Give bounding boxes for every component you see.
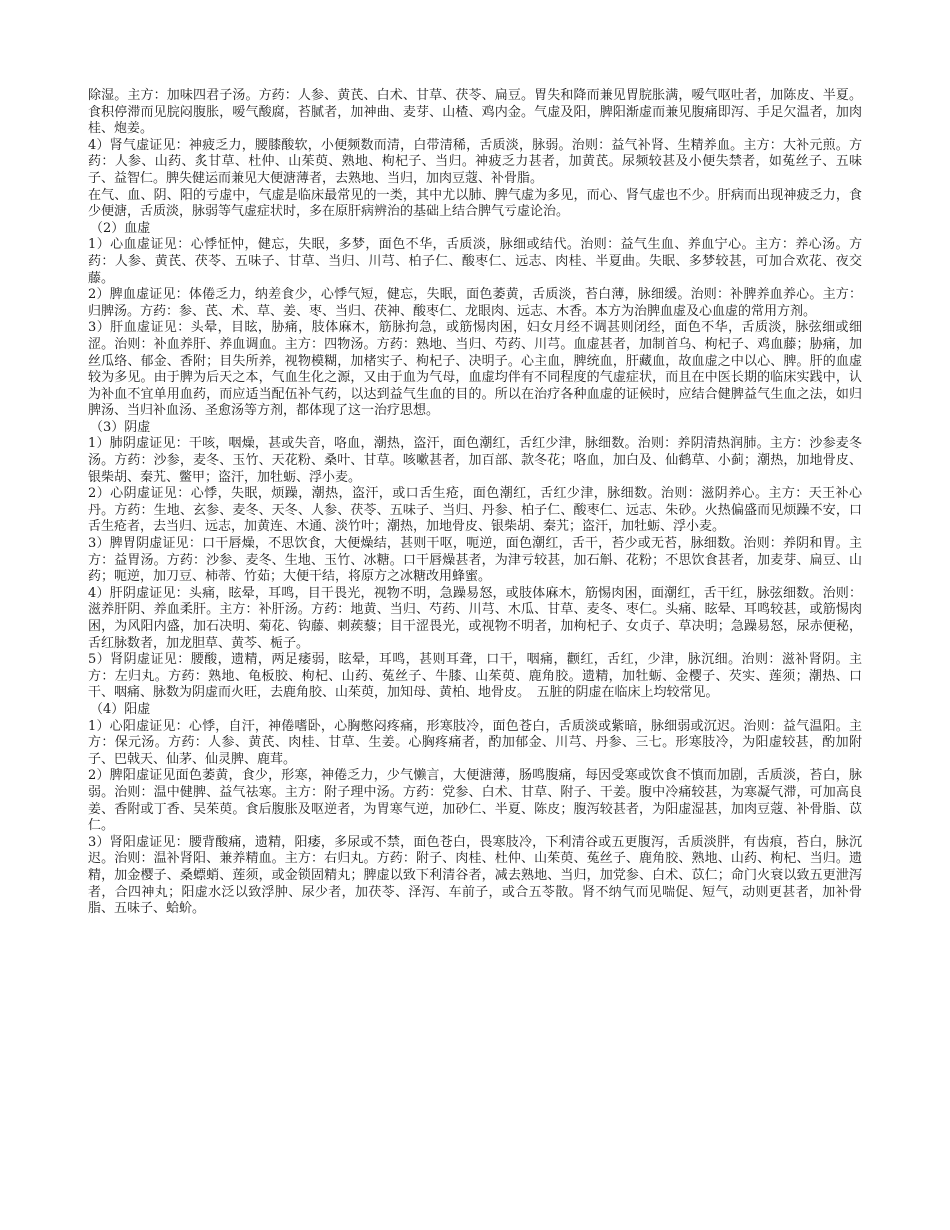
paragraph-qi-summary: 在气、血、阴、阳的亏虚中，气虚是临床最常见的一类，其中尤以肺、脾气虚为多见，而心、肾气虚也不少。肝病而出现神疲乏力，食少便溏，舌质淡，脉弱等气虚症状时，多在原肝病辨治的基础上结合脾气亏虚论治。 xyxy=(88,187,862,220)
paragraph-heart-blood: 1）心血虚证见：心悸怔忡，健忘，失眠，多梦，面色不华，舌质淡，脉细或结代。治则：益气生血、养血宁心。主方：养心汤。方药：人参、黄芪、茯苓、五味子、甘草、当归、川芎、柏子仁、酸枣仁、远志、肉桂、半夏曲。失眠、多梦较甚，可加合欢花、夜交藤。 xyxy=(88,237,862,286)
paragraph-liver-yin: 4）肝阴虚证见：头痛，眩晕，耳鸣，目干畏光，视物不明，急躁易怒，或肢体麻木，筋惕肉困，面潮红，舌干红，脉弦细数。治则：滋养肝阴、养血柔肝。主方：补肝汤。方药：地黄、当归、芍药、川芎、木瓜、甘草、麦冬、枣仁。头痛、眩晕、耳鸣较甚，或筋惕肉困，为风阳内盛，加石决明、菊花、钩藤、刺蒺藜；目干涩畏光，或视物不明者，加枸杞子、女贞子、草决明；急躁易怒，尿赤便秘，舌红脉数者，加龙胆草、黄芩、栀子。 xyxy=(88,585,862,651)
paragraph-spleen-yang: 2）脾阳虚证见面色萎黄，食少，形寒，神倦乏力，少气懒言，大便溏薄，肠鸣腹痛，每因受寒或饮食不慎而加剧，舌质淡，苔白，脉弱。治则：温中健脾、益气祛寒。主方：附子理中汤。方药：党参、白术、甘草、附子、干姜。腹中冷痛较甚，为寒凝气滞，可加高良姜、香附或丁香、吴茱萸。食后腹胀及呕逆者，为胃寒气逆，加砂仁、半夏、陈皮；腹泻较甚者，为阳虚湿甚，加肉豆蔻、补骨脂、苡仁。 xyxy=(88,768,862,834)
document-page xyxy=(88,88,862,918)
paragraph-kidney-qi: 4）肾气虚证见：神疲乏力，腰膝酸软，小便频数而清，白带清稀，舌质淡，脉弱。治则：益气补肾、生精养血。主方：大补元煎。方药：人参、山药、炙甘草、杜仲、山茱萸、熟地、枸杞子、当归。神疲乏力甚者，加黄芪。尿频较甚及小便失禁者，如菟丝子、五味子、益智仁。脾失健运而兼见大便溏薄者，去熟地、当归，加肉豆蔻、补骨脂。 xyxy=(88,137,862,186)
paragraph-spleen-blood: 2）脾血虚证见：体倦乏力，纳差食少，心悸气短，健忘，失眠，面色萎黄，舌质淡，苔白薄，脉细缓。治则：补脾养血养心。主方：归脾汤。方药：参、芪、术、草、姜、枣、当归、茯神、酸枣仁、龙眼肉、远志、木香。本方为治脾血虚及心血虚的常用方剂。 xyxy=(88,287,862,319)
heading-yin-deficiency: （3）阴虚 xyxy=(90,419,151,435)
paragraph-lung-yin: 1）肺阴虚证见：干咳，咽燥，甚或失音，咯血，潮热，盗汗，面色潮红，舌红少津，脉细数。治则：养阴清热润肺。主方：沙参麦冬汤。方药：沙参，麦冬、玉竹、天花粉、桑叶、甘草。咳嗽甚者，加百部、款冬花；咯血，加白及、仙鹤草、小蓟；潮热，加地骨皮、银柴胡、秦艽、鳖甲；盗汗，加牡蛎、浮小麦。 xyxy=(88,436,862,485)
paragraph-kidney-yang: 3）肾阳虚证见：腰背酸痛，遗精，阳痿，多尿或不禁，面色苍白，畏寒肢冷，下利清谷或五更腹泻，舌质淡胖，有齿痕，苔白，脉沉迟。治则：温补肾阳、兼养精血。主方：右归丸。方药：附子、肉桂、杜仲、山茱萸、菟丝子、鹿角胶、熟地、山药、枸杞、当归。遗精，加金樱子、桑螵蛸、莲须，或金锁固精丸；脾虚以致下利清谷者，减去熟地、当归，加党参、白术、苡仁；命门火衰以致五更泄泻者，合四神丸；阳虚水泛以致浮肿、尿少者，加茯苓、泽泻、车前子，或合五苓散。肾不纳气而见喘促、短气，动则更甚者，加补骨脂、五味子、蛤蚧。 xyxy=(88,834,862,917)
paragraph-kidney-yin: 5）肾阴虚证见：腰酸，遗精，两足痿弱，眩晕，耳鸣，甚则耳聋，口干，咽痛，颧红，舌红，少津，脉沉细。治则：滋补肾阴。主方：左归丸。方药：熟地、龟板胶、枸杞、山药、菟丝子、牛膝、山茱萸、鹿角胶。遗精，加牡蛎、金樱子、芡实、莲须；潮热、口干、咽痛、脉数为阴虚而火旺，去鹿角胶、山茱萸，加知母、黄柏、地骨皮。 五脏的阴虚在临床上均较常见。 xyxy=(88,652,862,701)
paragraph-heart-yang: 1）心阳虚证见：心悸，自汗，神倦嗜卧，心胸憋闷疼痛，形寒肢冷，面色苍白，舌质淡或紫暗，脉细弱或沉迟。治则：益气温阳。主方：保元汤。方药：人参、黄芪、肉桂、甘草、生姜。心胸疼痛者，酌加郁金、川芎、丹参、三七。形寒肢冷，为阳虚较甚，酌加附子、巴戟天、仙茅、仙灵脾、鹿茸。 xyxy=(88,718,862,767)
heading-yang-deficiency: （4）阳虚 xyxy=(90,701,151,717)
paragraph-heart-yin: 2）心阴虚证见：心悸，失眠，烦躁，潮热，盗汗，或口舌生疮，面色潮红，舌红少津，脉细数。治则：滋阴养心。主方：天王补心丹。方药：生地、玄参、麦冬、天冬、人参、茯苓、五味子、当归、丹参、柏子仁、酸枣仁、远志、朱砂。火热偏盛而见烦躁不安，口舌生疮者，去当归、远志，加黄连、木通、淡竹叶；潮热，加地骨皮、银柴胡、秦艽；盗汗，加牡蛎、浮小麦。 xyxy=(88,486,862,535)
paragraph-spleen-stomach-yin: 3）脾胃阴虚证见：口干唇燥，不思饮食，大便燥结，甚则干呕，呃逆，面色潮红，舌干，苔少或无苔，脉细数。治则：养阴和胃。主方：益胃汤。方药：沙参、麦冬、生地、玉竹、冰糖。口干唇燥甚者，为津亏较甚，加石斛、花粉；不思饮食甚者，加麦芽、扁豆、山药；呃逆，加刀豆、柿蒂、竹茹；大便干结，将原方之冰糖改用蜂蜜。 xyxy=(88,536,862,585)
heading-blood-deficiency: （2）血虚 xyxy=(90,220,151,236)
paragraph-qi-spleen-continued: 除湿。主方：加味四君子汤。方药：人参、黄芪、白术、甘草、茯苓、扁豆。胃失和降而兼见胃脘胀满，嗳气呕吐者，加陈皮、半夏。食积停滞而见脘闷腹胀，嗳气酸腐，苔腻者，加神曲、麦芽、山楂、鸡内金。气虚及阳，脾阳渐虚而兼见腹痛即泻、手足欠温者，加肉桂、炮姜。 xyxy=(88,88,862,137)
paragraph-liver-blood: 3）肝血虚证见：头晕，目眩，胁痛，肢体麻木，筋脉拘急，或筋惕肉困，妇女月经不调甚则闭经，面色不华，舌质淡，脉弦细或细涩。治则：补血养肝、养血调血。主方：四物汤。方药：熟地、当归、芍药、川芎。血虚甚者，加制首乌、枸杞子、鸡血藤；胁痛，加丝瓜络、郁金、香附；目失所养，视物模糊，加楮实子、枸杞子、决明子。心主血，脾统血，肝藏血，故血虚之中以心、脾。肝的血虚较为多见。由于脾为后天之本，气血生化之源，又由于血为气母，血虚均伴有不同程度的气虚症状，而且在中医长期的临床实践中，认为补血不宜单用血药，而应适当配伍补气药，以达到益气生血的目的。所以在治疗各种血虚的证候时，应结合健脾益气生血之法，如归脾汤、当归补血汤、圣愈汤等方剂，都体现了这一治疗思想。 xyxy=(88,320,862,419)
